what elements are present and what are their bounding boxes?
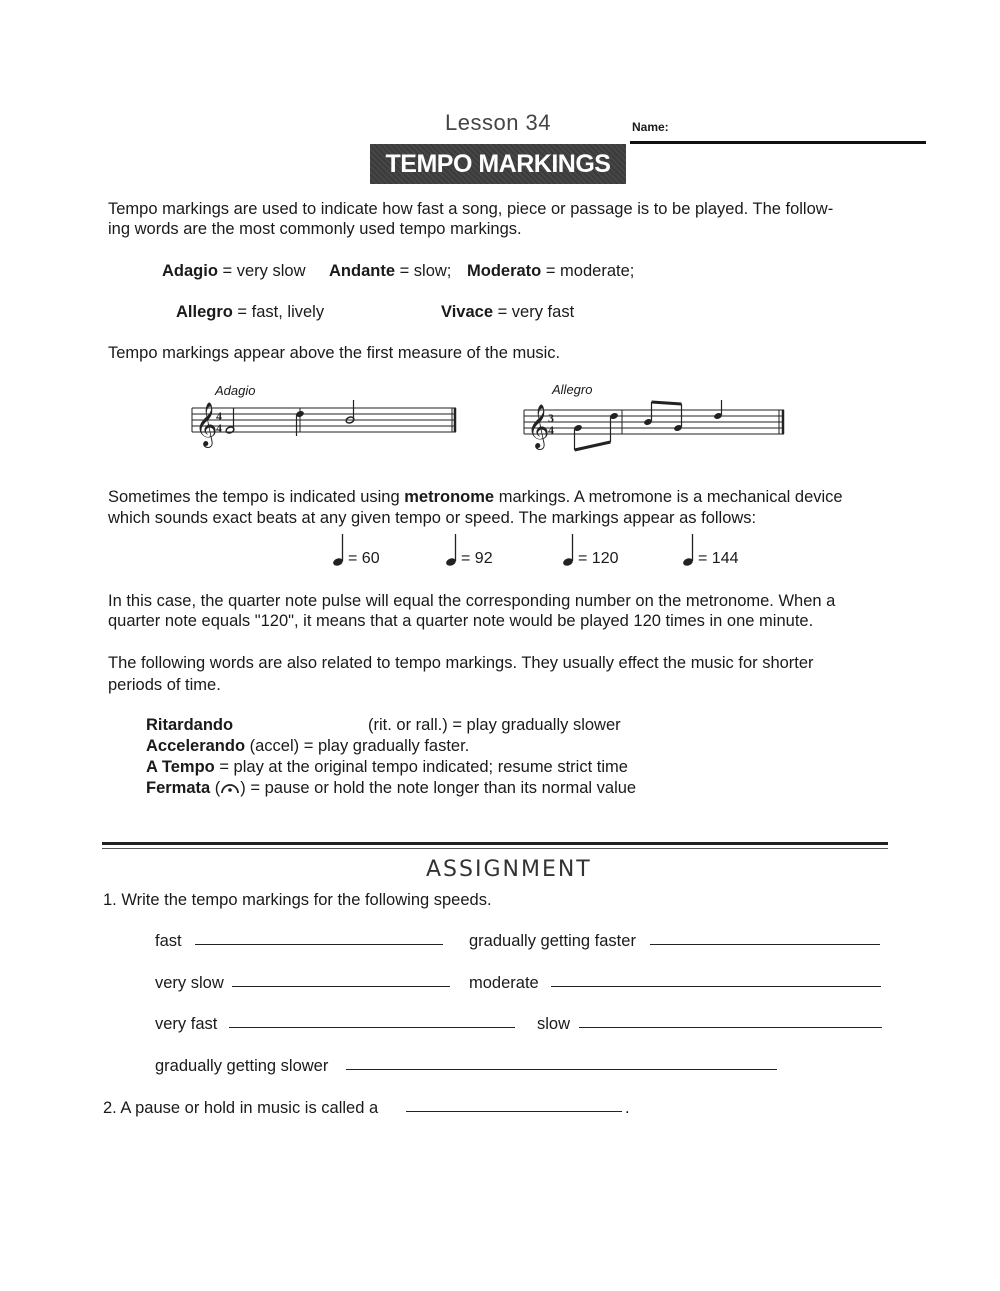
metronome-value: = 120	[578, 550, 619, 567]
svg-text:3: 3	[548, 411, 554, 425]
term-name: Moderato	[467, 262, 542, 280]
metronome-mark-92	[445, 532, 493, 568]
quarter-note-icon	[332, 532, 348, 568]
label-fast: fast	[155, 932, 182, 950]
term-name: A Tempo	[146, 758, 215, 776]
term-name: Andante	[329, 262, 395, 280]
name-label: Name:	[632, 120, 669, 134]
related-term-ritardando	[146, 715, 233, 736]
term-meaning: = very slow	[217, 262, 306, 280]
example-adagio-label: Adagio	[215, 383, 256, 398]
term-allegro	[176, 302, 324, 323]
staff-example-adagio	[190, 400, 458, 452]
term-name: Vivace	[441, 303, 493, 321]
answer-slow[interactable]	[579, 1027, 882, 1028]
term-name: Accelerando	[146, 737, 246, 755]
metronome-mark-120	[562, 532, 618, 568]
related-term-ritardando-meaning: (rit. or rall.) = play gradually slower	[368, 716, 621, 734]
svg-text:𝄞: 𝄞	[195, 402, 218, 446]
metronome-value: = 92	[461, 550, 493, 567]
term-vivace	[441, 302, 574, 323]
related-line-1: The following words are also related to tempo markings. They usually effect the music for shorter	[108, 654, 814, 672]
label-gradually-slower: gradually getting slower	[155, 1057, 329, 1075]
svg-text:𝄞: 𝄞	[527, 404, 550, 448]
pulse-line-2: quarter note equals "120", it means that a quarter note would be played 120 times in one minute.	[108, 612, 814, 630]
svg-text:4: 4	[216, 409, 222, 423]
term-meaning: = very fast	[493, 303, 575, 321]
related-term-accelerando	[146, 736, 469, 757]
term-meaning: = fast, lively	[232, 303, 325, 321]
label-very-slow: very slow	[155, 974, 224, 992]
answer-gradually-slower[interactable]	[346, 1069, 777, 1070]
quarter-note-icon	[682, 532, 698, 568]
label-gradually-faster: gradually getting faster	[469, 932, 636, 950]
related-line-2: periods of time.	[108, 676, 221, 694]
intro-line-2: ing words are the most commonly used tempo markings.	[108, 220, 522, 238]
term-name: Adagio	[162, 262, 218, 280]
metronome-line-2: which sounds exact beats at any given tempo or speed. The markings appear as follows:	[108, 509, 757, 527]
term-meaning-pre: (	[210, 779, 221, 797]
svg-text:4: 4	[548, 423, 554, 437]
metronome-line-1	[108, 487, 843, 508]
term-meaning: = slow;	[395, 262, 452, 280]
term-adagio	[162, 261, 306, 282]
term-meaning: = play at the original tempo indicated; resume strict time	[214, 758, 628, 776]
term-name: Ritardando	[146, 716, 234, 734]
term-name: Allegro	[176, 303, 233, 321]
appear-text: Tempo markings appear above the first measure of the music.	[108, 344, 561, 362]
related-term-a-tempo	[146, 757, 628, 778]
label-very-fast: very fast	[155, 1015, 218, 1033]
term-name: Fermata	[146, 779, 211, 797]
question-2: 2. A pause or hold in music is called a	[103, 1099, 379, 1117]
metronome-mark-60	[332, 532, 380, 568]
example-allegro-label: Allegro	[552, 382, 593, 397]
related-term-fermata	[146, 778, 636, 799]
answer-moderate[interactable]	[551, 986, 881, 987]
lesson-number: Lesson 34	[445, 110, 552, 135]
metronome-mark-144	[682, 532, 738, 568]
quarter-note-icon	[562, 532, 578, 568]
metronome-line-1-post: markings. A metromone is a mechanical device	[494, 488, 843, 506]
term-meaning: (accel) = play gradually faster.	[245, 737, 470, 755]
fermata-icon	[220, 780, 240, 794]
assignment-title: ASSIGNMENT	[426, 857, 592, 882]
answer-fermata[interactable]	[406, 1111, 622, 1112]
pulse-line-1: In this case, the quarter note pulse will equal the corresponding number on the metronome. When a	[108, 592, 836, 610]
answer-very-fast[interactable]	[229, 1027, 515, 1028]
label-moderate: moderate	[469, 974, 539, 992]
metronome-value: = 60	[348, 550, 380, 567]
page-title: TEMPO MARKINGS	[370, 144, 626, 184]
quarter-note-icon	[445, 532, 461, 568]
answer-fast[interactable]	[195, 944, 443, 945]
term-meaning-post: ) = pause or hold the note longer than its normal value	[240, 779, 637, 797]
term-andante	[329, 261, 451, 282]
section-divider	[102, 842, 888, 845]
answer-gradually-faster[interactable]	[650, 944, 880, 945]
label-slow: slow	[537, 1015, 571, 1033]
term-meaning: = moderate;	[541, 262, 635, 280]
name-input-line[interactable]	[630, 141, 926, 144]
metronome-line-1-pre: Sometimes the tempo is indicated using	[108, 488, 405, 506]
staff-example-allegro	[522, 400, 790, 456]
intro-line-1: Tempo markings are used to indicate how fast a song, piece or passage is to be played. The follow-	[108, 200, 834, 218]
question-2-period: .	[625, 1099, 630, 1117]
question-1: 1. Write the tempo markings for the following speeds.	[103, 891, 492, 909]
answer-very-slow[interactable]	[232, 986, 450, 987]
section-divider-thin	[102, 848, 888, 849]
term-moderato	[467, 261, 634, 282]
metronome-bold: metronome	[404, 488, 495, 506]
svg-text:4: 4	[216, 421, 222, 435]
metronome-value: = 144	[698, 550, 739, 567]
